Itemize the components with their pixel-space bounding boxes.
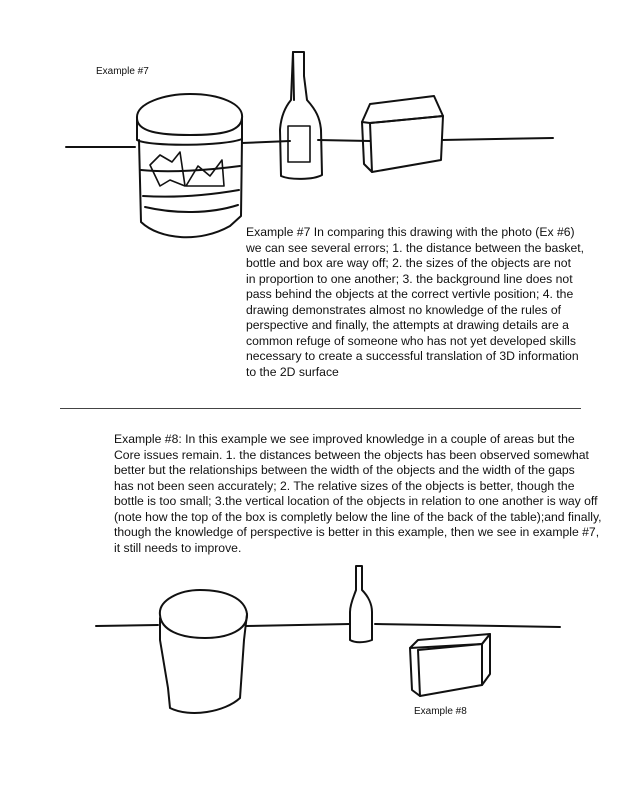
caption-line: necessary to create a successful translation of 3D information (246, 349, 579, 363)
caption-line: bottle is too small; 3.the vertical location of the objects in relation to one another is way off (114, 494, 598, 508)
example-7-label: Example #7 (96, 66, 149, 77)
ex8-box (410, 634, 490, 696)
caption-line: though the knowledge of perspective is better in this example, then we see in example #7, (114, 525, 600, 539)
caption-line: Example #7 In comparing this drawing with the photo (Ex #6) (246, 225, 575, 239)
caption-line: it still needs to improve. (114, 540, 242, 555)
caption-line: (note how the top of the box is completly below the line of the back of the table);and finally, (114, 509, 602, 524)
ex8-bottle (350, 566, 372, 642)
caption-line: common refuge of someone who has not yet developed skills (246, 333, 576, 348)
caption-line: we can see several errors; 1. the distance between the basket, (246, 240, 585, 255)
caption-line: to the 2D surface (246, 364, 339, 379)
caption-line: in proportion to one another; 3. the background line does not (246, 271, 573, 286)
caption-line: Core issues remain. 1. the distances between the objects has been observed somewhat (114, 447, 589, 462)
example-8-label: Example #8 (414, 706, 467, 717)
caption-line: has not been seen accurately; 2. The relative sizes of the objects is better, though the (114, 478, 575, 493)
caption-line: perspective and finally, the attempts at drawing details are a (246, 318, 569, 332)
caption-line: drawing demonstrates almost no knowledge of the rules of (246, 302, 562, 317)
caption-line: better but the relationships between the width of the objects and the width of the gaps (114, 463, 575, 477)
caption-line: pass behind the objects at the correct vertivle position; 4. the (246, 287, 574, 301)
caption-line: bottle and box are way off; 2. the sizes of the objects are not (246, 256, 571, 270)
caption-line: Example #8: In this example we see improved knowledge in a couple of areas but the (114, 432, 575, 446)
ex8-basket (160, 590, 247, 713)
